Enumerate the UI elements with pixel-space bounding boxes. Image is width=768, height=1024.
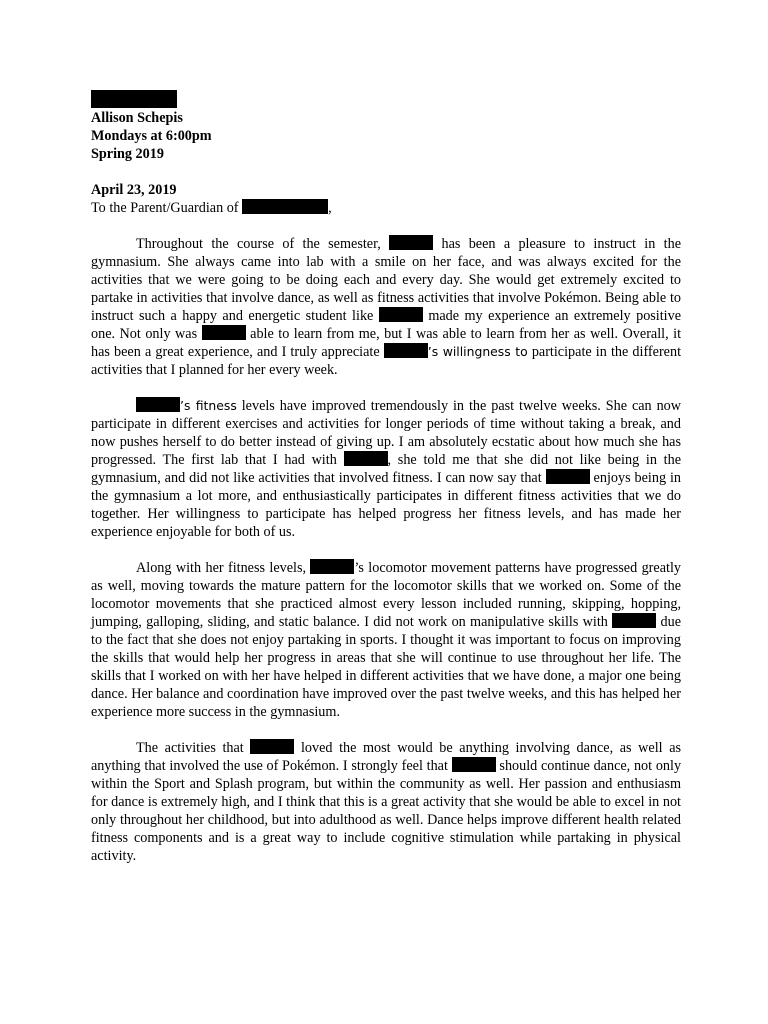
- class-schedule: Mondays at 6:00pm: [91, 128, 212, 144]
- term: Spring 2019: [91, 146, 164, 162]
- redaction-bar: [250, 739, 294, 754]
- redaction-bar: [310, 559, 354, 574]
- redaction-bar: [202, 325, 246, 340]
- paragraph-2: ’s fitness levels have improved tremendously in the past twelve weeks. She can now participate in different exercises and activities for longer periods of time without taking a break, and now pushes herself to do better instead of giving up. I am absolutely ecstatic about how much she has progressed. The first lab that I had with , she told me that she did not like being in the gymnasium, and did not like activities that involved fitness. I can now say that enjoys being in the gymnasium a lot more, and enthusiastically participates in different fitness activities that we do together. Her willingness to participate has helped progress her fitness levels, and has made her experience enjoyable for both of us.: [91, 398, 682, 540]
- redaction-bar: [546, 469, 590, 484]
- paragraph-4: The activities that loved the most would be anything involving dance, as well as anything that involved the use of Pokémon. I strongly feel that should continue dance, not only within the Sport and Splash program, but within the community as well. Her passion and enthusiasm for dance is extremely high, and I think that this is a great activity that she would be able to excel in not only throughout her childhood, but into adulthood as well. Dance helps improve different health related fitness components and is a great way to include cognitive stimulation while partaking in physical activity.: [91, 740, 682, 864]
- redaction-bar: [379, 307, 423, 322]
- instructor-name: Allison Schepis: [91, 110, 183, 126]
- redaction-bar: [136, 397, 180, 412]
- letter-date: April 23, 2019: [91, 182, 177, 198]
- redaction-bar: [91, 90, 177, 108]
- letter: [91, 90, 681, 865]
- redaction-bar: [344, 451, 388, 466]
- paragraph-3: Along with her fitness levels, ’s locomotor movement patterns have progressed greatly as well, moving towards the mature pattern for the locomotor skills that we worked on. Some of the locomotor movements that she practiced almost every lesson included running, skipping, hopping, jumping, galloping, sliding, and static balance. I did not work on manipulative skills with due to the fact that she does not enjoy partaking in sports. I thought it was important to focus on improving the skills that would help her progress in areas that she will continue to use throughout her life. The skills that I worked on with her have helped in different activities that we have done, a major one being dance. Her balance and coordination have improved over the past twelve weeks, and this has helped her experience more success in the gymnasium.: [91, 560, 682, 720]
- redaction-bar: [384, 343, 428, 358]
- redaction-bar: [452, 757, 496, 772]
- salutation: To the Parent/Guardian of ,: [91, 200, 332, 216]
- redaction-bar: [612, 613, 656, 628]
- paragraph-1: Throughout the course of the semester, has been a pleasure to instruct in the gymnasium. She always came into lab with a smile on her face, and was always excited for the activities that we were going to be doing each and every day. She would get extremely excited to partake in activities that involve dance, as well as fitness activities that involve Pokémon. Being able to instruct such a happy and energetic student like made my experience an extremely positive one. Not only was able to learn from me, but I was able to learn from her as well. Overall, it has been a great experience, and I truly appreciate ’s willingness to participate in the different activities that I planned for her every week.: [91, 236, 682, 378]
- redaction-bar: [389, 235, 433, 250]
- redaction-bar: [242, 199, 328, 214]
